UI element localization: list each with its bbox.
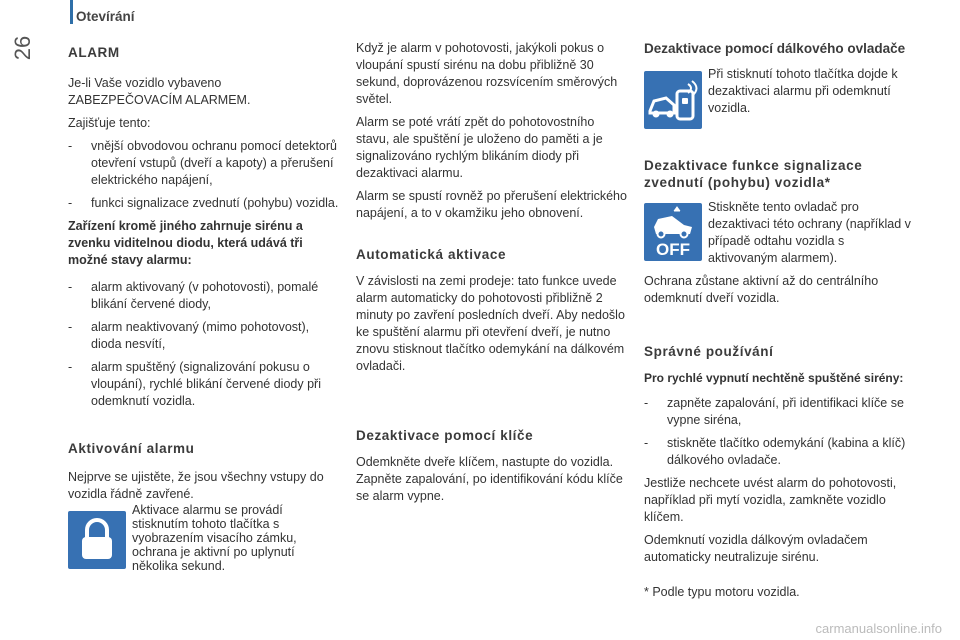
list-item: - alarm spuštěný (signalizování pokusu o vloupání), rychlé blikání červené diody při odemknutí vozidla. <box>68 359 340 410</box>
activation-icon-text: Aktivace alarmu se provádí stisknutím tohoto tlačítka s vyobrazením visacího zámku, ochrana je aktivní po uplynutí několika sekund. <box>132 503 297 573</box>
column-1 <box>68 36 340 583</box>
list-item: - funkci signalizace zvednutí (pohybu) vozidla. <box>68 195 340 212</box>
alarm-heading: ALARM <box>68 45 120 60</box>
car-remote-icon <box>644 71 702 129</box>
states-list <box>68 279 340 410</box>
list-item: - alarm aktivovaný (v pohotovosti), pomalé blikání červené diody, <box>68 279 340 313</box>
auto-activation-text: V závislosti na zemi prodeje: tato funkce uvede alarm automaticky do pohotovosti přibližně 2 minuty po zavření posledních dveří. Aby nedošlo ke spuštění alarmu při otevření dveří, je nutno znovu stisknout tlačítko odemykání na dálkovém ovladači. <box>356 274 625 373</box>
list-item: - zapněte zapalování, při identifikaci klíče se vypne siréna, <box>644 395 916 429</box>
off-label: OFF <box>656 240 690 259</box>
section-title: Otevírání <box>76 9 135 24</box>
key-deactivation-text: Odemkněte dveře klíčem, nastupte do vozidla. Zapněte zapalování, po identifikování kódu klíče se alarm vypne. <box>356 455 623 503</box>
provides-text: Zajišťuje tento: <box>68 116 151 130</box>
provides-list <box>68 138 340 212</box>
column-3 <box>644 40 916 607</box>
activation-heading: Aktivování alarmu <box>68 441 195 456</box>
standby-paragraph-2: Alarm se poté vrátí zpět do pohotovostního stavu, ale spuštění je uloženo do paměti a je signalizováno rychlým blikáním diody při dezaktivaci alarmu. <box>356 115 603 180</box>
footnote: * Podle typu motoru vozidla. <box>644 585 800 599</box>
remote-icon-block <box>644 67 916 143</box>
siren-note: Zařízení kromě jiného zahrnuje sirénu a zvenku viditelnou diodu, která udává tři možné stavy alarmu: <box>68 219 303 267</box>
lift-deactivation-text: Stiskněte tento ovladač pro dezaktivaci této ochrany (například v případě odtahu vozidla s aktivovaným alarmem). <box>708 200 911 265</box>
column-2 <box>356 40 628 511</box>
intro-line-1: Je-li Vaše vozidlo vybaveno <box>68 76 222 90</box>
activation-text: Nejprve se ujistěte, že jsou všechny vstupy do vozidla řádně zavřené. <box>68 470 324 501</box>
lift-note: Ochrana zůstane aktivní až do centrálního odemknutí dveří vozidla. <box>644 274 879 305</box>
page-number: 26 <box>10 35 35 61</box>
list-item: - alarm neaktivovaný (mimo pohotovost), dioda nesvítí, <box>68 319 340 353</box>
standby-paragraph-1: Když je alarm v pohotovosti, jakýkoli pokus o vloupání spustí sirénu na dobu přibližně 30 sekund, doprovázenou rozsvícením směrových světel. <box>356 41 618 106</box>
intro-line-2: ZABEZPEČOVACÍM ALARMEM. <box>68 93 251 107</box>
car-lift-off-icon <box>644 203 702 261</box>
activation-icon-block <box>68 503 340 583</box>
standby-paragraph-3: Alarm se spustí rovněž po přerušení elektrického napájení, a to v okamžiku jeho obnovení. <box>356 189 627 220</box>
list-item: - vnější obvodovou ochranu pomocí detektorů otevření vstupů (dveří a kapoty) a přerušení elektrického napájení, <box>68 138 340 189</box>
remote-deactivation-text: Při stisknutí tohoto tlačítka dojde k dezaktivaci alarmu při odemknutí vozidla. <box>708 67 898 115</box>
list-item: - stiskněte tlačítko odemykání (kabina a klíč) dálkového ovladače. <box>644 435 916 469</box>
key-deactivation-heading: Dezaktivace pomocí klíče <box>356 428 534 443</box>
usage-heading: Správné používání <box>644 344 774 359</box>
lift-icon-block <box>644 199 916 269</box>
header-accent-bar <box>70 0 73 24</box>
usage-subheading: Pro rychlé vypnutí nechtěně spuštěné sirény: <box>644 371 904 385</box>
auto-activation-heading: Automatická aktivace <box>356 247 507 262</box>
watermark: carmanualsonline.info <box>815 621 942 636</box>
usage-paragraph-2: Odemknutí vozidla dálkovým ovladačem automaticky neutralizuje sirénu. <box>644 533 868 564</box>
lift-deactivation-heading: Dezaktivace funkce signalizace zvednutí (pohybu) vozidla* <box>644 158 863 190</box>
padlock-icon <box>68 511 126 569</box>
usage-paragraph-1: Jestliže nechcete uvést alarm do pohotovosti, například při mytí vozidla, zamkněte vozidlo klíčem. <box>644 476 897 524</box>
usage-list <box>644 395 916 469</box>
remote-deactivation-heading: Dezaktivace pomocí dálkového ovladače <box>644 41 906 56</box>
